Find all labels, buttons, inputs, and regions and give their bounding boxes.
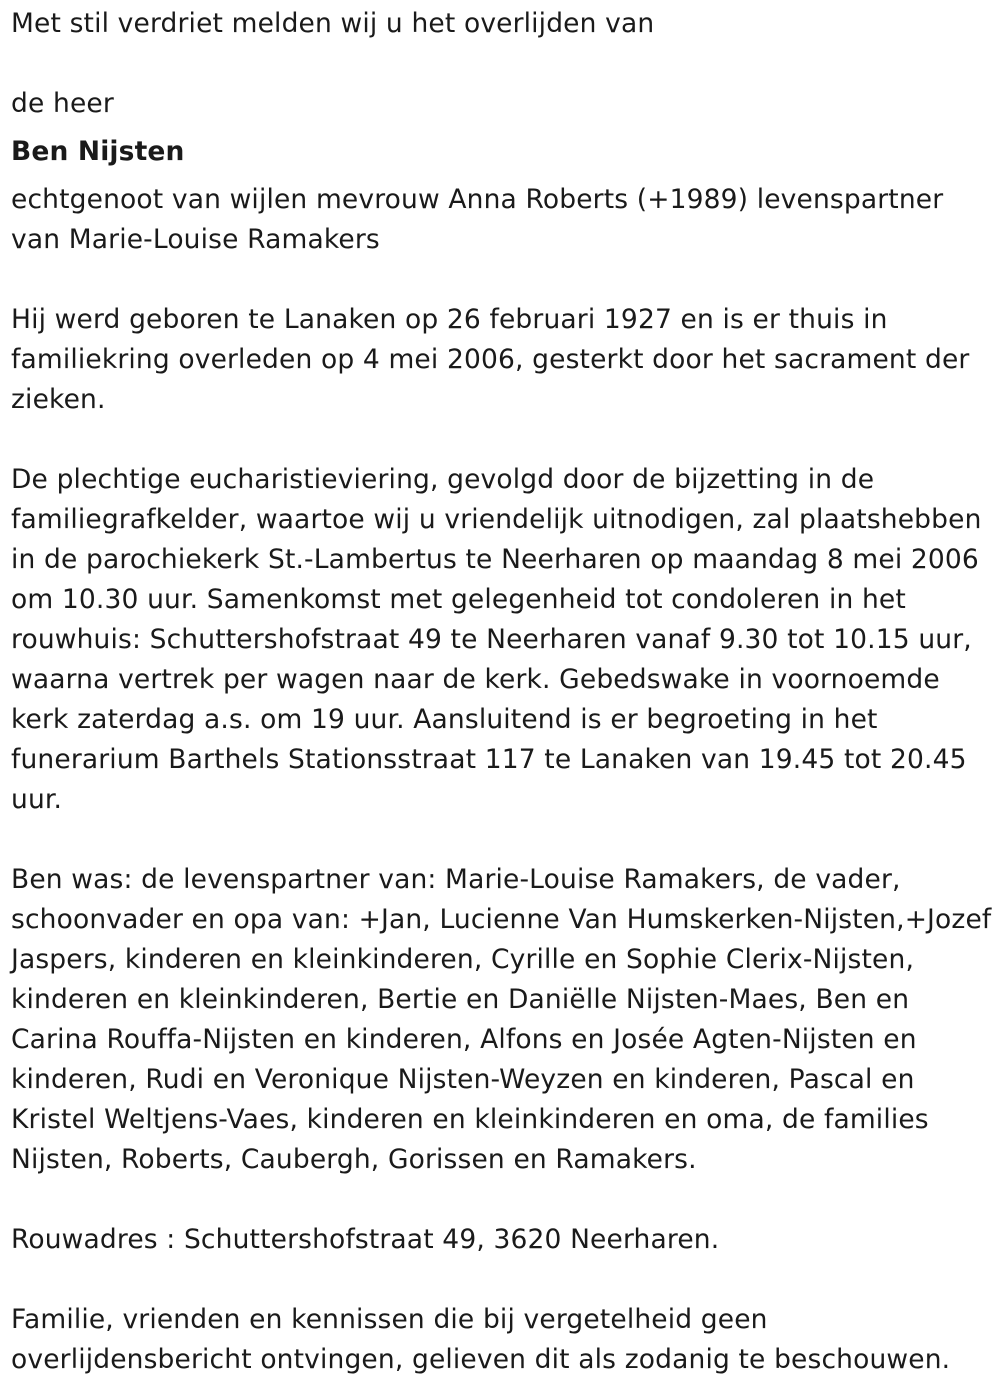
- death-notice: [11, 4, 995, 1380]
- relation-text: echtgenoot van wijlen mevrouw Anna Roberts (+1989) levenspartner van Marie-Louise Ramakers: [11, 184, 944, 255]
- salutation: de heer: [11, 88, 114, 119]
- ceremony-paragraph: De plechtige eucharistieviering, gevolgd door de bijzetting in de familiegrafkelder, waartoe wij u vriendelijk uitnodigen, zal plaatshebben in de parochiekerk St.-Lambertus te Neerharen op maandag 8 mei 2006 om 10.30 uur. Samenkomst met gelegenheid tot condoleren in het rouwhuis: Schuttershofstraat 49 te Neerharen vanaf 9.30 tot 10.15 uur, waarna vertrek per wagen naar de kerk. Gebedswake in voornoemde kerk zaterdag a.s. om 19 uur. Aansluitend is er begroeting in het funerarium Barthels Stationsstraat 117 te Lanaken van 19.45 tot 20.45 uur.: [11, 464, 982, 815]
- birth-death-paragraph: Hij werd geboren te Lanaken op 26 februari 1927 en is er thuis in familiekring overleden op 4 mei 2006, gesterkt door het sacrament der zieken.: [11, 304, 970, 415]
- closing-paragraph: Familie, vrienden en kennissen die bij vergetelheid geen overlijdensbericht ontvingen, gelieven dit als zodanig te beschouwen.: [11, 1304, 951, 1375]
- mourning-address: Rouwadres : Schuttershofstraat 49, 3620 Neerharen.: [11, 1224, 720, 1255]
- deceased-name: Ben Nijsten: [11, 136, 185, 167]
- intro-text: Met stil verdriet melden wij u het overlijden van: [11, 8, 655, 39]
- family-paragraph: Ben was: de levenspartner van: Marie-Louise Ramakers, de vader, schoonvader en opa van: +Jan, Lucienne Van Humskerken-Nijsten,+Jozef Jaspers, kinderen en kleinkinderen, Cyrille en Sophie Clerix-Nijsten, kinderen en kleinkinderen, Bertie en Daniëlle Nijsten-Maes, Ben en Carina Rouffa-Nijsten en kinderen, Alfons en Josée Agten-Nijsten en kinderen, Rudi en Veronique Nijsten-Weyzen en kinderen, Pascal en Kristel Weltjens-Vaes, kinderen en kleinkinderen en oma, de families Nijsten, Roberts, Caubergh, Gorissen en Ramakers.: [11, 864, 992, 1175]
